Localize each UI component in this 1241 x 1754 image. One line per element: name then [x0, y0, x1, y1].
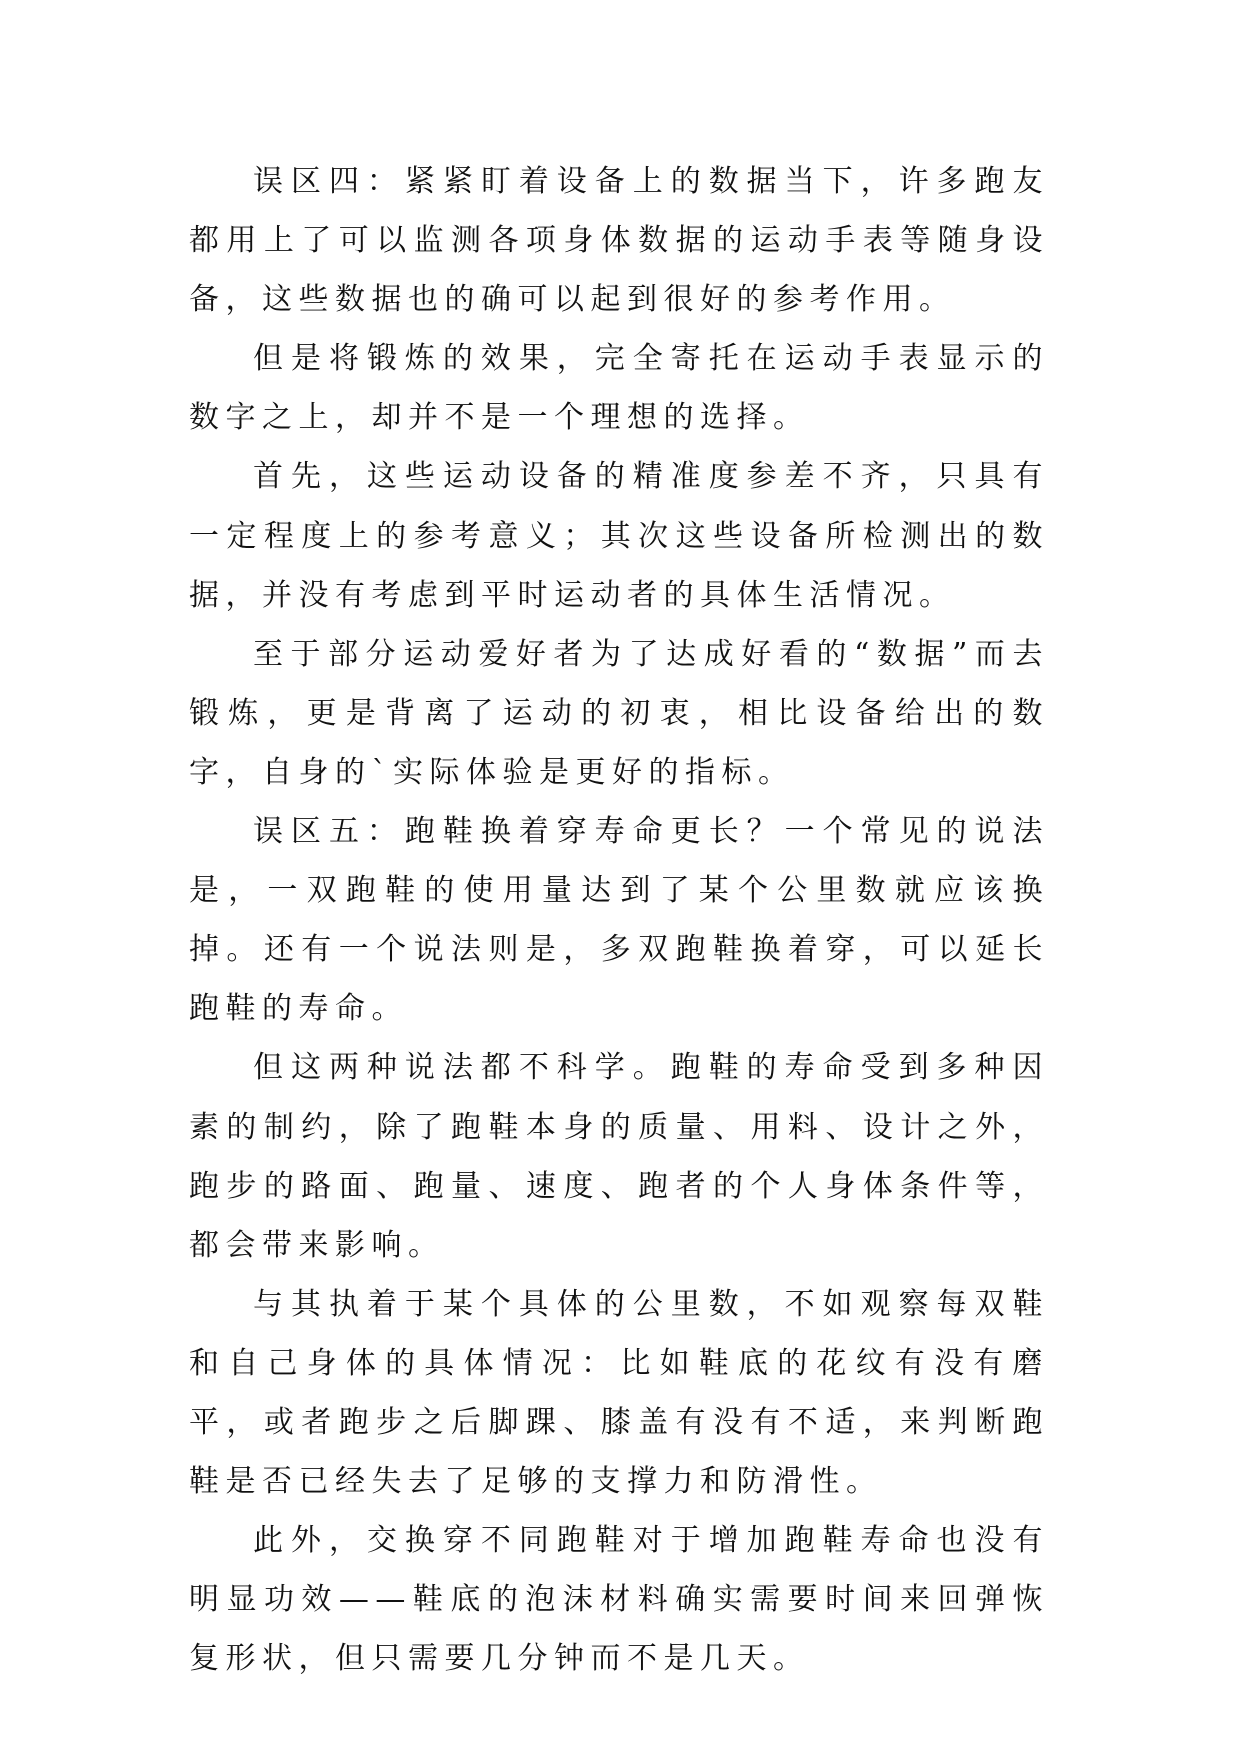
paragraph-real-experience: 至于部分运动爱好者为了达成好看的“数据”而去锻炼，更是背离了运动的初衷，相比设备给出的数字，自身的`实际体验是更好的指标。	[189, 636, 1049, 790]
paragraph-reliance-on-watch: 但是将锻炼的效果，完全寄托在运动手表显示的数字之上，却并不是一个理想的选择。	[189, 341, 1049, 436]
paragraph-myth-five: 误区五：跑鞋换着穿寿命更长？一个常见的说法是，一双跑鞋的使用量达到了某个公里数就应该换掉。还有一个说法则是，多双跑鞋换着穿，可以延长跑鞋的寿命。	[189, 814, 1049, 1027]
paragraph-observe-shoes: 与其执着于某个具体的公里数，不如观察每双鞋和自己身体的具体情况：比如鞋底的花纹有没有磨平，或者跑步之后脚踝、膝盖有没有不适，来判断跑鞋是否已经失去了足够的支撑力和防滑性。	[189, 1286, 1049, 1500]
paragraph-device-accuracy: 首先，这些运动设备的精准度参差不齐，只具有一定程度上的参考意义；其次这些设备所检测出的数据，并没有考虑到平时运动者的具体生活情况。	[189, 459, 1049, 613]
paragraph-myth-four: 误区四：紧紧盯着设备上的数据当下，许多跑友都用上了可以监测各项身体数据的运动手表等随身设备，这些数据也的确可以起到很好的参考作用。	[189, 164, 1049, 318]
document-body	[189, 152, 1049, 1688]
paragraph-shoe-lifespan-factors: 但这两种说法都不科学。跑鞋的寿命受到多种因素的制约，除了跑鞋本身的质量、用料、设计之外，跑步的路面、跑量、速度、跑者的个人身体条件等，都会带来影响。	[189, 1050, 1049, 1263]
paragraph-rotation-effect: 此外，交换穿不同跑鞋对于增加跑鞋寿命也没有明显功效——鞋底的泡沫材料确实需要时间来回弹恢复形状，但只需要几分钟而不是几天。	[189, 1523, 1049, 1677]
